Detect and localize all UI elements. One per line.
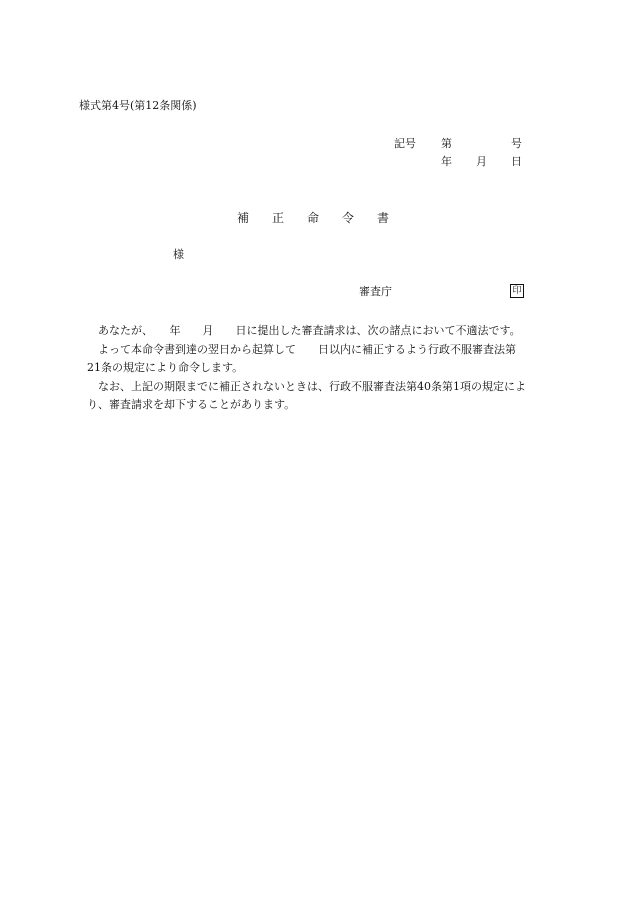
- reference-label: 記号: [394, 137, 416, 150]
- paragraph: [87, 341, 557, 378]
- addressee-suffix: 様: [173, 248, 184, 261]
- seal-stamp-box: 印: [510, 284, 524, 298]
- title-char: 令: [342, 211, 355, 225]
- paragraph: [87, 378, 557, 415]
- title-char: 命: [307, 211, 320, 225]
- date-month: 月: [476, 155, 487, 168]
- title-char: 正: [272, 211, 285, 225]
- issuing-authority: 審査庁: [359, 285, 392, 298]
- document-title: [237, 212, 412, 224]
- title-char: 書: [377, 211, 390, 225]
- form-number-label: 様式第4号(第12条関係): [79, 99, 197, 112]
- reference-go: 号: [511, 137, 522, 150]
- paragraph-line: よって本命令書到達の翌日から起算して 日以内に補正するよう行政不服審査法第: [87, 342, 516, 356]
- paragraph-line: り、審査請求を却下することがあります。: [87, 398, 296, 411]
- date-day: 日: [511, 155, 522, 168]
- paragraph-line: なお、上記の期限までに補正されないときは、行政不服審査法第40条第1項の規定によ: [87, 379, 526, 393]
- paragraph-line: あなたが、 年 月 日に提出した審査請求は、次の諸点において不適法です。: [87, 324, 521, 337]
- reference-dai: 第: [441, 137, 452, 150]
- title-char: 補: [237, 211, 250, 225]
- body-text: [87, 322, 557, 415]
- paragraph-line: 21条の規定により命令します。: [87, 361, 244, 374]
- paragraph: [87, 322, 557, 341]
- date-year: 年: [441, 155, 452, 168]
